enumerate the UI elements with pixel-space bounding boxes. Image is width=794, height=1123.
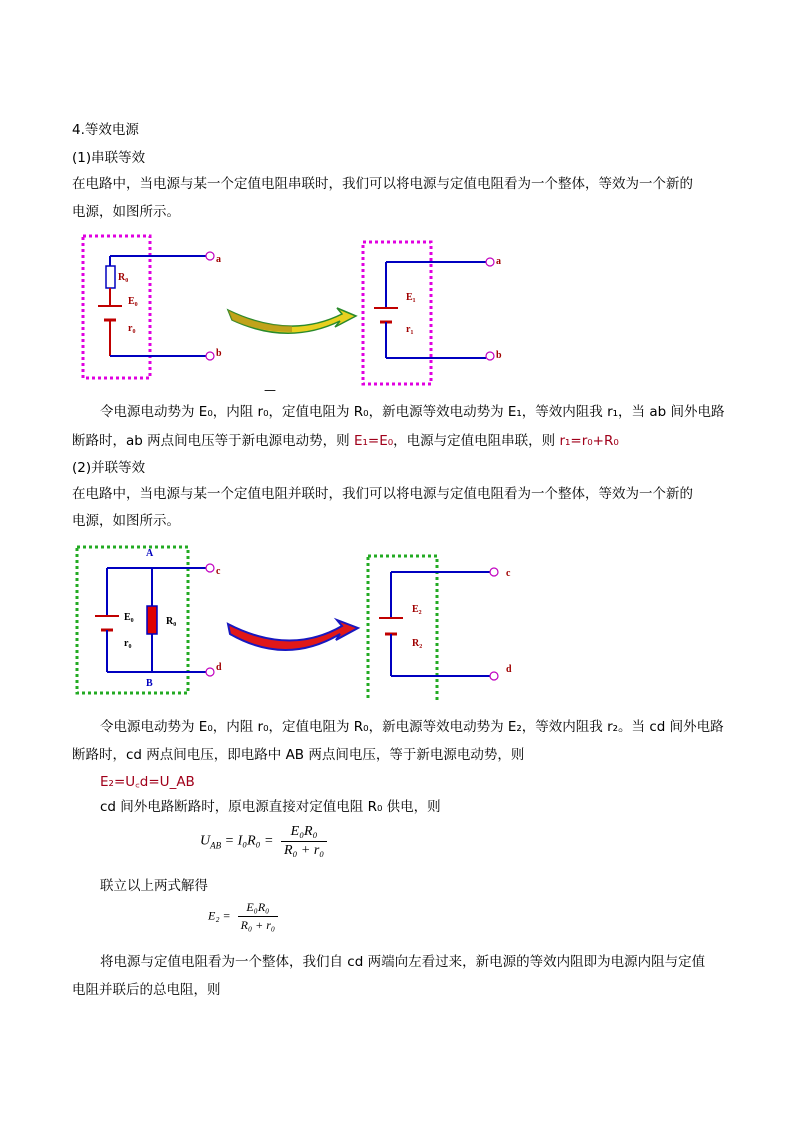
series-intro-1: 在电路中，当电源与某一个定值电阻串联时，我们可以将电源与定值电阻看为一个整体，等效为一个新的 xyxy=(72,176,693,192)
label-a2: a xyxy=(496,256,501,267)
label-d2: d xyxy=(506,664,512,675)
formula-uab: $U_{AB} = I_0R_0$ = $\frac{\text{E₀R₀}}{\text{R₀ + r₀}}$ xyxy=(200,824,327,859)
label-r0: r₀ xyxy=(128,323,136,334)
label-b: b xyxy=(216,348,222,359)
label-r1: r₁ xyxy=(406,324,414,335)
label-r0-parallel: r₀ xyxy=(124,638,132,649)
label-E1: E₁ xyxy=(406,292,416,303)
series-eq-2: r₁=r₀+R₀ xyxy=(559,433,619,449)
label-d: d xyxy=(216,662,222,673)
terminal-a2 xyxy=(486,258,494,266)
label-E0: E₀ xyxy=(128,296,138,307)
series-eq-1: E₁=E₀ xyxy=(353,433,394,449)
series-intro-2: 电源，如图所示。 xyxy=(72,204,180,220)
combine-text: 联立以上两式解得 xyxy=(100,878,208,894)
terminal-b xyxy=(206,352,214,360)
series-circuit-figure xyxy=(60,228,530,398)
terminal-a xyxy=(206,252,214,260)
label-c2: c xyxy=(506,568,511,579)
resistor-r0 xyxy=(106,266,115,288)
label-c: c xyxy=(216,566,221,577)
label-B: B xyxy=(146,678,153,689)
terminal-d2 xyxy=(490,672,498,680)
parallel-text-3: cd 间外电路断路时，原电源直接对定值电阻 R₀ 供电，则 xyxy=(100,799,441,815)
dash-mark: — xyxy=(264,383,276,397)
formula-e2: E₂ = $\frac{\text{E₀R₀}}{\text{R₀ + r₀}}$ xyxy=(208,900,278,933)
label-E2: E₂ xyxy=(412,604,422,615)
section-heading: 4.等效电源 xyxy=(72,122,139,138)
series-text-2: 断路时，ab 两点间电压等于新电源电动势，则 E₁=E₀，电源与定值电阻串联，则 r₁=r₀+R₀ xyxy=(72,433,619,449)
terminal-c2 xyxy=(490,568,498,576)
parallel-title: (2)并联等效 xyxy=(72,460,146,476)
transform-arrow-icon-2 xyxy=(228,620,358,650)
label-E0-parallel: E₀ xyxy=(124,612,134,623)
parallel-eq-1: E₂=U꜀d=U_AB xyxy=(100,774,195,790)
final-text-2: 电阻并联后的总电阻，则 xyxy=(72,982,221,998)
label-b2: b xyxy=(496,350,502,361)
label-R0: R₀ xyxy=(118,272,129,283)
parallel-text-2: 断路时，cd 两点间电压，即电路中 AB 两点间电压，等于新电源电动势，则 xyxy=(72,747,525,763)
terminal-c xyxy=(206,564,214,572)
resistor-r0-parallel xyxy=(147,606,157,634)
parallel-text-1: 令电源电动势为 E₀，内阻 r₀，定值电阻为 R₀，新电源等效电动势为 E₂，等效内阻我 r₂。当 cd 间外电路 xyxy=(100,719,724,735)
parallel-circuit-figure xyxy=(60,540,530,700)
series-equivalent-frame xyxy=(363,242,431,384)
label-R2: R₂ xyxy=(412,638,423,649)
series-title: (1)串联等效 xyxy=(72,150,146,166)
final-text-1: 将电源与定值电阻看为一个整体，我们自 cd 两端向左看过来，新电源的等效内阻即为电源内阻与定值 xyxy=(100,954,706,970)
terminal-b2 xyxy=(486,352,494,360)
terminal-d xyxy=(206,668,214,676)
label-R0-parallel: R₀ xyxy=(166,616,177,627)
label-a: a xyxy=(216,254,221,265)
parallel-equivalent-frame xyxy=(368,556,437,700)
parallel-intro-1: 在电路中，当电源与某一个定值电阻并联时，我们可以将电源与定值电阻看为一个整体，等效为一个新的 xyxy=(72,486,693,502)
label-A: A xyxy=(146,548,154,559)
series-text-1: 令电源电动势为 E₀，内阻 r₀，定值电阻为 R₀，新电源等效电动势为 E₁，等效内阻我 r₁，当 ab 间外电路 xyxy=(100,404,725,420)
parallel-intro-2: 电源，如图所示。 xyxy=(72,513,180,529)
